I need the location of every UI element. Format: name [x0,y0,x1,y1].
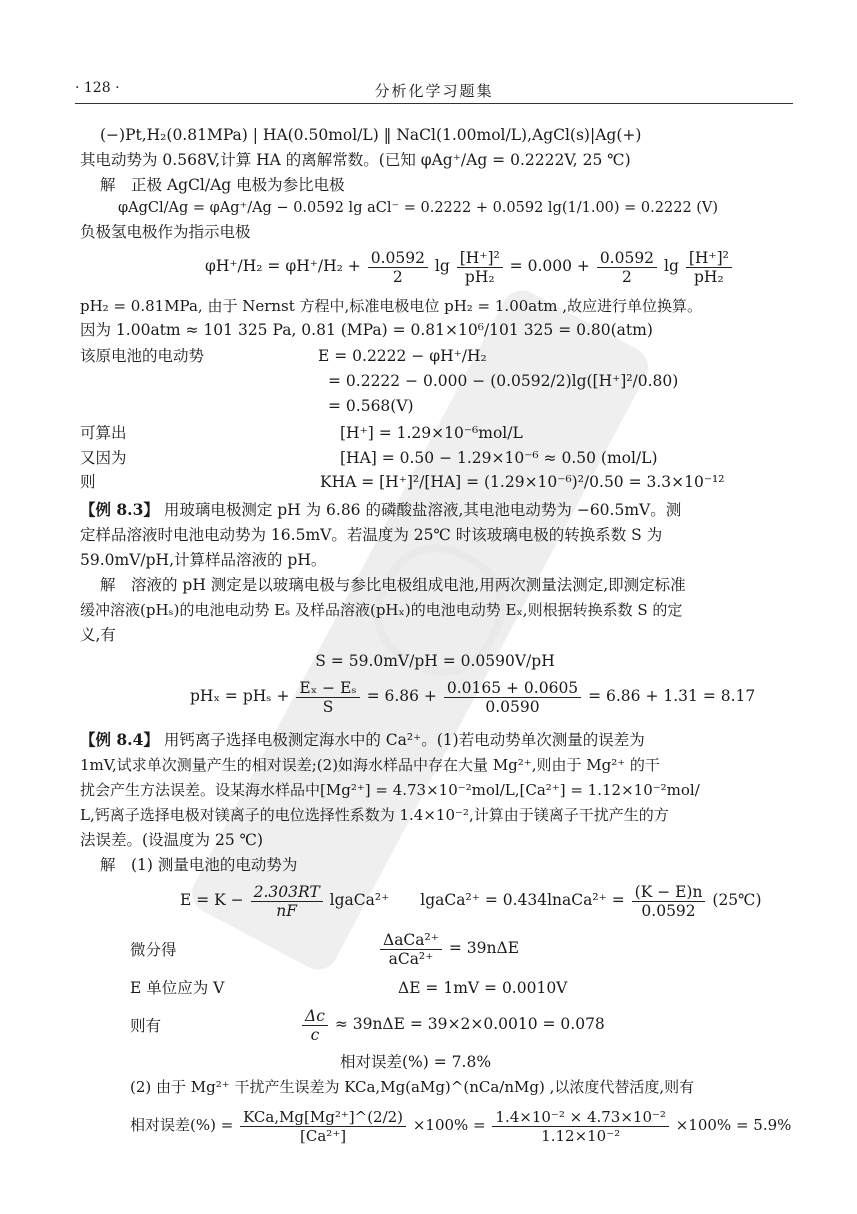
differential-equation: $\frac{\text{ΔaCa²⁺}}{\text{aCa²⁺}}$ = 39nΔE [378,928,519,968]
example-8-4-line-5: 法误差。(设温度为 25 ℃) [80,831,264,849]
then-label: 则 [80,473,96,491]
emf-label: 该原电池的电动势 [80,347,205,365]
pressure-note: pH₂ = 0.81MPa, 由于 Nernst 方程中,标准电极电位 pH₂ = 1.00atm ,故应进行单位换算。 [80,297,703,315]
example-8-4: 【例 8.4】 用钙离子选择电极测定海水中的 Ca²⁺。(1)若电动势单次测量的误差为 [80,730,645,749]
fraction: $\frac{\text{1.4×10⁻² × 4.73×10⁻²}}{\text{1.12×10⁻²}}$ [492,1108,669,1145]
fraction: $\frac{2.303RT}{nF}$ [251,883,323,920]
fraction: $\frac{0.0592}{2}$ [368,249,428,286]
fraction: $\frac{0.0592}{2}$ [597,249,657,286]
solution-intro: 解 正极 AgCl/Ag 电极为参比电极 [100,176,345,194]
emf-step-1: E = 0.2222 − φH⁺/H₂ [318,347,487,365]
fraction: $\frac{\text{[H⁺]²}}{\text{pH₂}}$ [457,249,503,286]
delta-e: ΔE = 1mV = 0.0010V [398,979,568,997]
fraction: $\frac{\Delta c}{c}$ [302,1007,328,1044]
emf-step-2: = 0.2222 − 0.000 − (0.0592/2)lg([H⁺]²/0.80) [328,372,679,390]
example-8-3-line-2: 定样品溶液时电池电动势为 16.5mV。若温度为 25℃ 时该玻璃电极的转换系数 S 为 [80,526,663,544]
dissociation-constant: KHA = [H⁺]²/[HA] = (1.29×10⁻⁶)²/0.50 = 3.3×10⁻¹² [320,473,725,491]
solution-8-3-line-1: 解 溶液的 pH 测定是以玻璃电极与参比电极组成电池,用两次测量法测定,即测定标准 [100,576,686,594]
fraction: $\frac{(K - E)n}{0.0592}$ [632,883,706,920]
relative-error-result: 相对误差(%) = 7.8% [340,1053,492,1071]
page-number: · 128 · [75,80,120,96]
solution-8-3-line-2: 缓冲溶液(pHₛ)的电池电动势 Eₛ 及样品溶液(pHₓ)的电池电动势 Eₓ,则根据转换系数 S 的定 [80,601,683,619]
problem-text: 其电动势为 0.568V,计算 HA 的离解常数。(已知 φAg⁺/Ag = 0.2222V, 25 ℃) [80,151,631,169]
page-header [75,80,793,102]
example-8-4-line-2: 1mV,试求单次测量产生的相对误差;(2)如海水样品中存在大量 Mg²⁺,则由于 Mg²⁺ 的干 [80,756,660,774]
header-rule [75,103,793,104]
fraction: $\frac{\text{KCa,Mg[Mg²⁺]\textasciicircum{}(2/2)}}{\text{[Ca²⁺]}}$ [240,1108,406,1145]
because-label: 又因为 [80,449,127,467]
fraction: $\frac{\text{[H⁺]²}}{\text{pH₂}}$ [686,249,732,286]
fraction: $\frac{\text{ΔaCa²⁺}}{\text{aCa²⁺}}$ [380,931,442,968]
example-8-3: 【例 8.3】 用玻璃电极测定 pH 为 6.86 的磷酸盐溶液,其电池电动势为 −60.5mV。测 [80,500,682,519]
reference-potential: φAgCl/Ag = φAg⁺/Ag − 0.0592 lg aCl⁻ = 0.2222 + 0.0592 lg(1/1.00) = 0.2222 (V) [118,200,719,216]
example-8-4-line-4: L,钙离子选择电极对镁离子的电位选择性系数为 1.4×10⁻²,计算由于镁离子干扰产生的方 [80,806,669,824]
example-label: 【例 8.4】 [80,730,159,749]
method-error-equation: 相对误差(%) = $\frac{\text{KCa,Mg[Mg²⁺]\textasciicircum{}(2/2)}}{\text{[Ca²⁺]}}$ ×100% = $\frac{\text{1.4×10⁻² × 4.73×10⁻²}}{\text{1.12×10⁻²}}$ ×100% = 5.9% [130,1107,792,1145]
differentiate-label: 微分得 [130,941,177,959]
solution-8-3-line-3: 义,有 [80,626,116,644]
example-8-3-line-3: 59.0mV/pH,计算样品溶液的 pH。 [80,551,327,569]
slope-equation: S = 59.0mV/pH = 0.0590V/pH [315,652,555,670]
h-concentration: [H⁺] = 1.29×10⁻⁶mol/L [340,424,523,442]
ha-concentration: [HA] = 0.50 − 1.29×10⁻⁶ ≈ 0.50 (mol/L) [340,449,658,467]
emf-step-3: = 0.568(V) [328,397,414,415]
fraction: $\frac{\text{Eₓ − Eₛ}}{S}$ [296,679,359,716]
indicator-electrode: 负极氢电极作为指示电极 [80,223,251,241]
fraction: $\frac{0.0165 + 0.0605}{0.0590}$ [444,679,581,716]
example-8-4-line-3: 扰会产生方法误差。设某海水样品中[Mg²⁺] = 4.73×10⁻²mol/L,[Ca²⁺] = 1.12×10⁻²mol/ [80,781,700,799]
unit-conversion: 因为 1.00atm ≈ 101 325 Pa, 0.81 (MPa) = 0.81×10⁶/101 325 = 0.80(atm) [80,321,653,339]
nernst-equation: φH⁺/H₂ = φH⁺/H₂ + $\frac{0.0592}{2}$ lg $\frac{\text{[H⁺]²}}{\text{pH₂}}$ = 0.000 + $\frac{0.0592}{2}$ lg $\frac{\text{[H⁺]²}}{\text{pH₂}}$ [205,246,734,286]
relative-error-calc: $\frac{\Delta c}{c}$ ≈ 39nΔE = 39×2×0.0010 = 0.078 [300,1004,605,1044]
cell-notation: (−)Pt,H₂(0.81MPa) | HA(0.50mol/L) ‖ NaCl(1.00mol/L),AgCl(s)|Ag(+) [100,126,642,144]
therefore-label: 则有 [130,1017,162,1035]
interference-text: (2) 由于 Mg²⁺ 干扰产生误差为 KCa,Mg(aMg)^(nCa/nMg) ,以浓度代替活度,则有 [130,1078,695,1096]
example-label: 【例 8.3】 [80,500,159,519]
ph-equation: pHₓ = pHₛ + $\frac{\text{Eₓ − Eₛ}}{S}$ = 6.86 + $\frac{0.0165 + 0.0605}{0.0590}$ = 6.86 + 1.31 = 8.17 [190,678,756,716]
electrode-equation: E = K − $\frac{2.303RT}{nF}$ lgaCa²⁺ lgaCa²⁺ = 0.434lnaCa²⁺ = $\frac{(K - E)n}{0.0592}$ (25℃) [180,882,762,920]
solution-8-4-intro: 解 (1) 测量电池的电动势为 [100,856,298,874]
calc-label: 可算出 [80,424,127,442]
unit-label: E 单位应为 V [130,979,225,997]
book-title: 分析化学习题集 [374,82,494,100]
